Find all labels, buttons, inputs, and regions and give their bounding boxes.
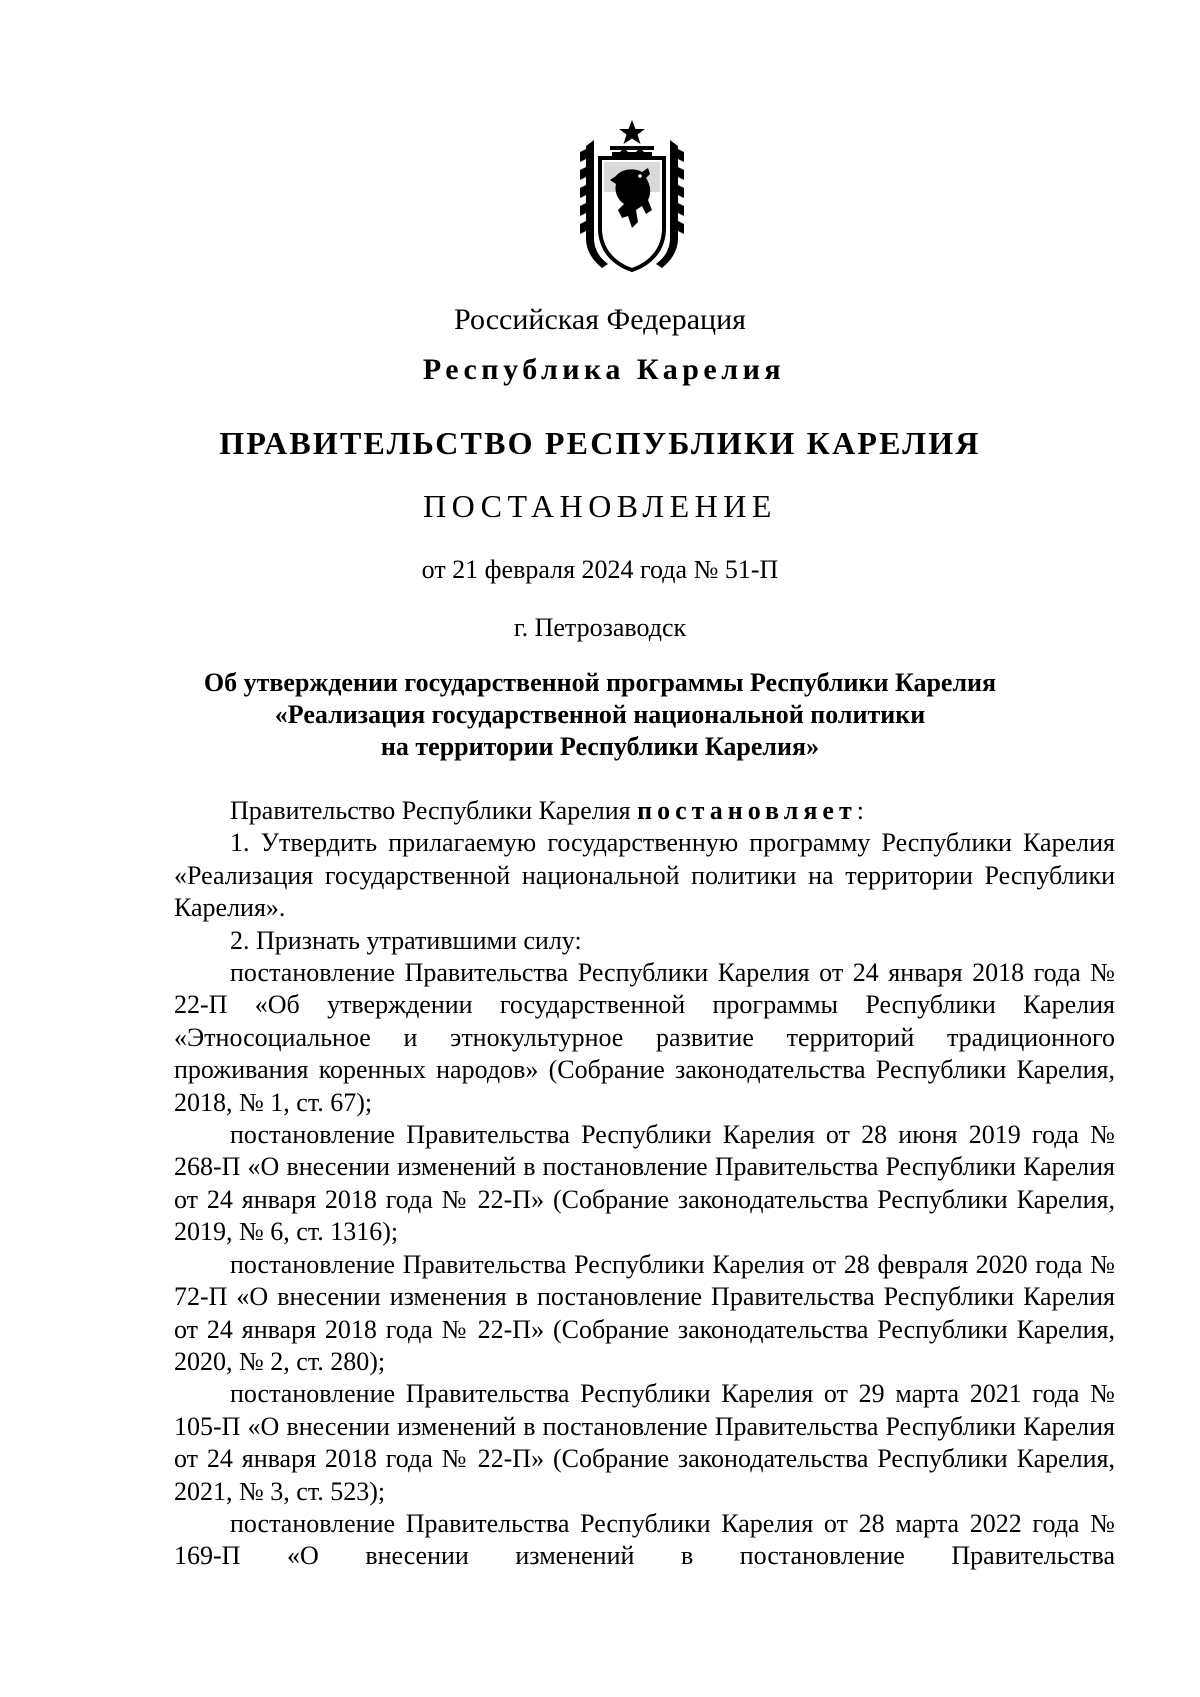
subject-line: на территории Республики Карелия» <box>380 732 820 761</box>
country-name: Российская Федерация <box>454 303 746 336</box>
subject-line: «Реализация государственной национальной политики <box>274 700 926 729</box>
government-title: ПРАВИТЕЛЬСТВО РЕСПУБЛИКИ КАРЕЛИЯ <box>219 425 981 461</box>
republic-name: Республика Карелия <box>422 353 786 386</box>
decree-word: постановляет <box>637 796 857 825</box>
document-type: ПОСТАНОВЛЕНИЕ <box>423 488 777 524</box>
repeal-paragraph-1: постановление Правительства Республики Карелия от 24 января 2018 года № 22-П «Об утверждении государственной программы Республики Карелия «Этносоциальное и этнокультурное развитие территорий традиционного проживания коренных народов» (Собрание законодательства Республики Карелия, 2018, № 1, ст. 67); <box>174 958 1115 1117</box>
repeal-paragraph-4: постановление Правительства Республики Карелия от 29 марта 2021 года № 105-П «О внесении изменений в постановление Правительства Республики Карелия от 24 января 2018 года № 22-П» (Собрание законодательства Республики Карелия, 2021, № 3, ст. 523); <box>174 1379 1115 1506</box>
repeal-paragraph-2: постановление Правительства Республики Карелия от 28 июня 2019 года № 268-П «О внесении изменений в постановление Правительства Республики Карелия от 24 января 2018 года № 22-П» (Собрание законодательства Республики Карелия, 2019, № 6, ст. 1316); <box>174 1120 1115 1247</box>
repeal-paragraph-3: постановление Правительства Республики Карелия от 28 февраля 2020 года № 72-П «О внесении изменения в постановление Правительства Республики Карелия от 24 января 2018 года № 22-П» (Собрание законодательства Республики Карелия, 2020, № 2, ст. 280); <box>174 1249 1115 1376</box>
document-city: г. Петрозаводск <box>513 613 687 642</box>
item-2-paragraph: 2. Признать утратившими силу: <box>230 925 582 955</box>
item-1-paragraph: 1. Утвердить прилагаемую государственную программу Республики Карелия «Реализация государственной национальной политики на территории Республики Карелия». <box>174 828 1115 923</box>
document-subject <box>150 667 1050 763</box>
intro-paragraph <box>174 795 1115 827</box>
document-body <box>174 795 1115 1573</box>
coat-of-arms-emblem <box>580 118 684 272</box>
intro-colon: : <box>856 796 864 825</box>
intro-text: Правительство Республики Карелия <box>230 796 638 825</box>
subject-line: Об утверждении государственной программы Республики Карелия <box>203 668 997 697</box>
document-date-number: от 21 февраля 2024 года № 51-П <box>421 555 779 584</box>
repeal-paragraph-5: постановление Правительства Республики Карелия от 28 марта 2022 года № 169-П «О внесении изменений в постановление Правительства <box>174 1508 1115 1571</box>
